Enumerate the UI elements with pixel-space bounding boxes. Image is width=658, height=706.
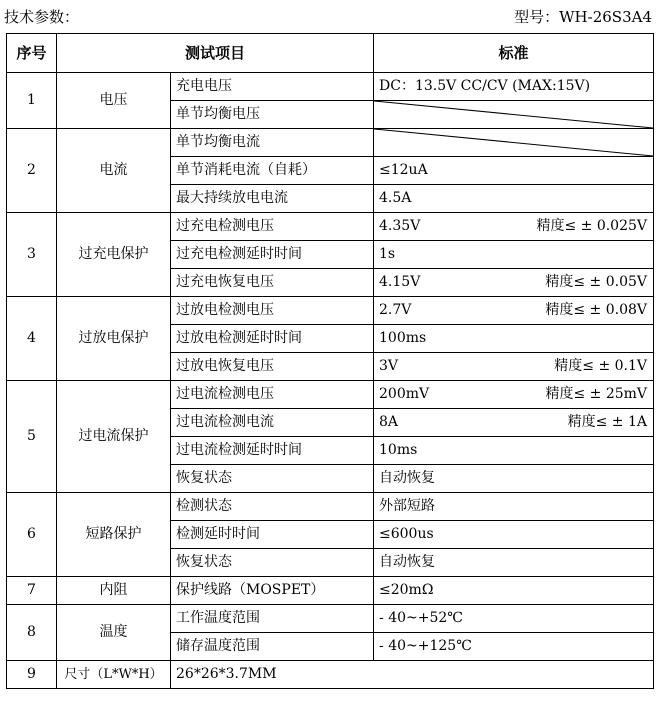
row-number: 6: [7, 493, 57, 577]
test-item: 过电流检测电流: [171, 409, 374, 437]
standard-text: DC：13.5V CC/CV (MAX:15V): [379, 78, 591, 94]
col-header-item: 测试项目: [57, 34, 374, 73]
test-item: 充电电压: [171, 73, 374, 101]
diagonal-line: [374, 129, 653, 156]
accuracy-text: 精度≤ ± 1A: [567, 414, 648, 430]
accuracy-text: 精度≤ ± 0.1V: [554, 358, 648, 374]
standard-text: ≤12uA: [379, 162, 428, 178]
test-item: 最大持续放电电流: [171, 185, 374, 213]
standard-text: 3V: [379, 358, 399, 374]
test-item: 过放电检测延时时间: [171, 325, 374, 353]
test-item: 检测状态: [171, 493, 374, 521]
accuracy-text: 精度≤ ± 0.08V: [545, 302, 648, 318]
standard-text: 4.35V: [379, 218, 421, 234]
standard-value: [374, 633, 654, 661]
standard-value: [374, 73, 654, 101]
standard-value: [374, 577, 654, 605]
accuracy-text: 精度≤ ± 0.025V: [536, 218, 648, 234]
category-name: 过充电保护: [57, 213, 171, 297]
test-item: 过电流检测电压: [171, 381, 374, 409]
row-number: 7: [7, 577, 57, 605]
test-item: 过电流检测延时时间: [171, 437, 374, 465]
test-item: 工作温度范围: [171, 605, 374, 633]
test-item: 储存温度范围: [171, 633, 374, 661]
category-name: 过电流保护: [57, 381, 171, 493]
test-item: 恢复状态: [171, 465, 374, 493]
table-row: [7, 297, 654, 325]
diagonal-line: [374, 101, 653, 128]
table-row: [7, 605, 654, 633]
test-item: 恢复状态: [171, 549, 374, 577]
standard-value: [374, 381, 654, 409]
table-row: [7, 493, 654, 521]
standard-value: [374, 241, 654, 269]
standard-text: 8A: [379, 414, 399, 430]
category-name: 尺寸（L*W*H）: [57, 661, 171, 689]
test-item: 过放电检测电压: [171, 297, 374, 325]
standard-text: - 40~+125℃: [379, 638, 472, 654]
row-number: 5: [7, 381, 57, 493]
standard-value: [374, 157, 654, 185]
table-row: [7, 381, 654, 409]
test-item: 过充电恢复电压: [171, 269, 374, 297]
standard-value: [374, 409, 654, 437]
standard-text: 10ms: [379, 442, 418, 458]
category-name: 短路保护: [57, 493, 171, 577]
page-title: 技术参数：: [4, 8, 80, 26]
test-item: 单节均衡电流: [171, 129, 374, 157]
category-name: 内阻: [57, 577, 171, 605]
test-item: 过充电检测延时时间: [171, 241, 374, 269]
standard-text: 4.5A: [379, 190, 412, 206]
standard-text: 外部短路: [379, 498, 436, 514]
col-header-standard: 标准: [374, 34, 654, 73]
size-value: 26*26*3.7MM: [171, 661, 654, 689]
standard-value: [374, 297, 654, 325]
model-value: WH-26S3A4: [559, 8, 652, 26]
test-item: 过充电检测电压: [171, 213, 374, 241]
table-row-size: [7, 661, 654, 689]
standard-value: [374, 605, 654, 633]
standard-value-empty: [374, 129, 654, 157]
standard-text: 2.7V: [379, 302, 412, 318]
table-row: [7, 129, 654, 157]
category-name: 过放电保护: [57, 297, 171, 381]
standard-value: [374, 269, 654, 297]
test-item: 保护线路（MOSPET）: [171, 577, 374, 605]
standard-value: [374, 437, 654, 465]
col-header-no: 序号: [7, 34, 57, 73]
accuracy-text: 精度≤ ± 25mV: [545, 386, 648, 402]
table-row: [7, 73, 654, 101]
standard-text: 200mV: [379, 386, 430, 402]
test-item: 单节消耗电流（自耗）: [171, 157, 374, 185]
standard-value-empty: [374, 101, 654, 129]
standard-value: [374, 353, 654, 381]
category-name: 电流: [57, 129, 171, 213]
spec-table: [6, 33, 654, 689]
standard-text: 4.15V: [379, 274, 421, 290]
row-number: 1: [7, 73, 57, 129]
standard-text: ≤600us: [379, 526, 434, 542]
standard-value: [374, 493, 654, 521]
standard-text: - 40~+52℃: [379, 610, 463, 626]
standard-value: [374, 213, 654, 241]
standard-text: 1s: [379, 246, 396, 262]
test-item: 单节均衡电压: [171, 101, 374, 129]
model-number: [514, 6, 652, 27]
category-name: 电压: [57, 73, 171, 129]
standard-value: [374, 325, 654, 353]
row-number: 9: [7, 661, 57, 689]
table-header-row: [7, 34, 654, 73]
standard-text: ≤20mΩ: [379, 582, 434, 598]
test-item: 检测延时时间: [171, 521, 374, 549]
category-name: 温度: [57, 605, 171, 661]
row-number: 3: [7, 213, 57, 297]
row-number: 2: [7, 129, 57, 213]
model-label: 型号：: [514, 8, 560, 26]
standard-text: 100ms: [379, 330, 427, 346]
accuracy-text: 精度≤ ± 0.05V: [545, 274, 648, 290]
table-row: [7, 213, 654, 241]
standard-value: [374, 549, 654, 577]
table-row: [7, 577, 654, 605]
test-item: 过放电恢复电压: [171, 353, 374, 381]
standard-value: [374, 521, 654, 549]
standard-value: [374, 465, 654, 493]
standard-text: 自动恢复: [379, 470, 436, 486]
standard-text: 自动恢复: [379, 554, 436, 570]
standard-value: [374, 185, 654, 213]
row-number: 4: [7, 297, 57, 381]
row-number: 8: [7, 605, 57, 661]
